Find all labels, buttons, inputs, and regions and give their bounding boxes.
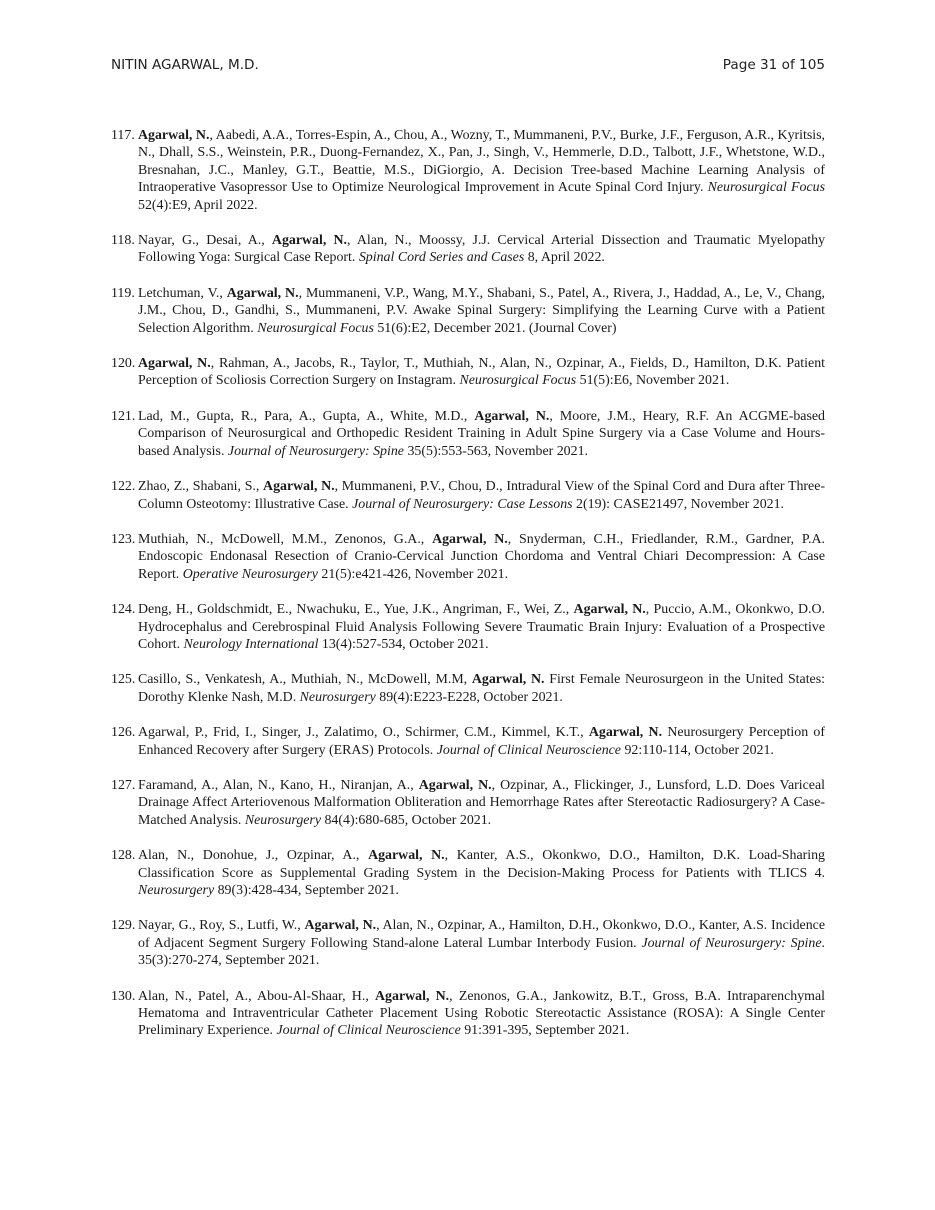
authors-before: Alan, N., Patel, A., Abou-Al-Shaar, H., (138, 988, 376, 1004)
publication-entry (111, 531, 825, 583)
entry-number: 130. (111, 988, 136, 1004)
journal-name: Neurology International (183, 636, 319, 652)
authors-before: Zhao, Z., Shabani, S., (138, 479, 264, 495)
entry-body: First Female Neurosurgeon in the United States: Dorothy Klenke Nash, M.D. (138, 672, 825, 705)
citation-details: 51(6):E2, December 2021. (Journal Cover) (373, 320, 617, 336)
entry-body: , Rahman, A., Jacobs, R., Taylor, T., Muthiah, N., Alan, N., Ozpinar, A., Fields, D., Hamilton, D.K. Patient Perception of Scoliosis Correction Surgery on Instagram. (138, 356, 825, 389)
journal-name: Journal of Neurosurgery: Spine (227, 443, 404, 459)
entry-number: 127. (111, 777, 136, 793)
journal-name: Operative Neurosurgery (182, 566, 318, 582)
journal-name: Neurosurgery (244, 812, 322, 828)
entry-body: , Ozpinar, A., Flickinger, J., Lunsford, L.D. Does Variceal Drainage Affect Arteriovenous Malformation Obliteration and Hemorrhage Rates after Stereotactic Radiosurgery? A Case-Matched Analysis. (138, 777, 825, 828)
highlighted-author: Agarwal, N. (226, 285, 299, 301)
journal-name: Neurosurgical Focus (459, 373, 577, 389)
authors-before: Alan, N., Donohue, J., Ozpinar, A., (138, 848, 369, 864)
journal-name: Journal of Clinical Neuroscience (276, 1023, 461, 1039)
highlighted-author: Agarwal, N. (588, 725, 663, 741)
journal-name: Journal of Clinical Neuroscience (436, 742, 621, 758)
publication-entry (111, 408, 825, 460)
entry-number: 117. (111, 128, 135, 143)
citation-details: 2(19): CASE21497, November 2021. (572, 496, 785, 512)
publication-entry (111, 285, 825, 337)
citation-details: 52(4):E9, April 2022. (138, 197, 258, 213)
publication-entry (111, 127, 825, 214)
highlighted-author: Agarwal, N. (368, 848, 445, 864)
journal-name: Journal of Neurosurgery: Spine (641, 935, 822, 951)
publication-entry (111, 917, 825, 969)
citation-details: 89(3):428-434, September 2021. (214, 883, 399, 898)
citation-details: 13(4):527-534, October 2021. (318, 636, 489, 652)
entry-body: , Aabedi, A.A., Torres-Espin, A., Chou, A., Wozny, T., Mummaneni, P.V., Burke, J.F., Ferguson, A.R., Kyritsis, N., Dhall, S.S., Weinstein, P.R., Duong-Fernandez, X., Pan, J., Singh, V., Hemmerle, D.D., Talbott, J.F., Whetstone, W.D., Bresnahan, J.C., Manley, G.T., Beattie, M.S., DiGiorgio, A. Decision Tree-based Machine Learning Analysis of Intraoperative Vasopressor Use to Optimize Neurological Improvement in Acute Spinal Cord Injury. (138, 128, 825, 196)
entry-number: 128. (111, 848, 136, 864)
journal-name: Neurosurgical Focus (707, 180, 825, 196)
entry-number: 123. (111, 531, 136, 547)
journal-name: Neurosurgery (138, 883, 215, 898)
highlighted-author: Agarwal, N. (271, 233, 347, 249)
highlighted-author: Agarwal, N. (263, 479, 335, 495)
highlighted-author: Agarwal, N. (474, 408, 550, 424)
authors-before: Letchuman, V., (138, 285, 227, 301)
entry-number: 129. (111, 918, 136, 934)
publication-entry (111, 478, 825, 513)
entry-number: 122. (111, 479, 136, 495)
page-header (111, 57, 825, 73)
citation-details: 89(4):E223-E228, October 2021. (375, 689, 563, 705)
journal-name: Neurosurgery (299, 689, 376, 705)
citation-details: 84(4):680-685, October 2021. (321, 812, 492, 828)
entry-number: 121. (111, 408, 136, 424)
entry-body: , Kanter, A.S., Okonkwo, D.O., Hamilton, D.K. Load-Sharing Classification Score as Supplemental Grading System in the Decision-Making Process for Patients with TLICS 4. (138, 848, 825, 881)
journal-name: Neurosurgical Focus (257, 320, 374, 336)
publication-entry (111, 777, 825, 829)
highlighted-author: Agarwal, N. (304, 918, 377, 934)
publication-entry (111, 601, 825, 653)
entry-body: , Puccio, A.M., Okonkwo, D.O. Hydrocephalus and Cerebrospinal Fluid Analysis Following Severe Traumatic Brain Injury: Evaluation of a Prospective Cohort. (138, 602, 825, 652)
authors-before: Faramand, A., Alan, N., Kano, H., Niranjan, A., (138, 777, 419, 793)
author-name: NITIN AGARWAL, M.D. (111, 57, 259, 73)
publication-entry (111, 232, 825, 267)
publication-entry (111, 671, 825, 706)
authors-before: Casillo, S., Venkatesh, A., Muthiah, N., McDowell, M.M, (138, 672, 472, 688)
entry-number: 120. (111, 356, 136, 372)
citation-details: 35(5):553-563, November 2021. (403, 443, 588, 459)
entry-body: , Moore, J.M., Heary, R.F. An ACGME-based Comparison of Neurosurgical and Orthopedic Resident Training in Adult Spine Surgery via a Case Volume and Hours-based Analysis. (138, 408, 825, 459)
entry-body: , Alan, N., Ozpinar, A., Hamilton, D.H., Okonkwo, D.O., Kanter, A.S. Incidence of Adjacent Segment Surgery Following Stand-alone Lateral Lumbar Interbody Fusion. (138, 918, 826, 951)
entry-number: 126. (111, 725, 136, 741)
publication-entry (111, 355, 825, 390)
authors-before: Agarwal, P., Frid, I., Singer, J., Zalatimo, O., Schirmer, C.M., Kimmel, K.T., (138, 725, 589, 741)
citation-details: 51(5):E6, November 2021. (576, 373, 730, 389)
authors-before: Lad, M., Gupta, R., Para, A., Gupta, A., White, M.D., (138, 408, 475, 424)
entry-number: 119. (111, 285, 135, 301)
entry-body: , Mummaneni, V.P., Wang, M.Y., Shabani, S., Patel, A., Rivera, J., Haddad, A., Le, V., Chang, J.M., Chou, D., Gandhi, S., Mummaneni, P.V. Awake Spinal Surgery: Simplifying the Learning Curve with a Patient Selection Algorithm. (138, 285, 826, 336)
citation-details: 92:110-114, October 2021. (620, 742, 774, 758)
entry-number: 124. (111, 602, 136, 618)
authors-before: Deng, H., Goldschmidt, E., Nwachuku, E., Yue, J.K., Angriman, F., Wei, Z., (138, 602, 574, 618)
entry-body: , Alan, N., Moossy, J.J. Cervical Arterial Dissection and Traumatic Myelopathy Following Yoga: Surgical Case Report. (138, 233, 826, 266)
page-number: Page 31 of 105 (722, 57, 825, 73)
highlighted-author: Agarwal, N. (573, 602, 646, 618)
highlighted-author: Agarwal, N. (432, 531, 508, 547)
publication-entry (111, 847, 825, 899)
citation-details: 21(5):e421-426, November 2021. (317, 566, 509, 582)
highlighted-author: Agarwal, N. (471, 672, 545, 688)
authors-before: Nayar, G., Desai, A., (138, 233, 272, 249)
citation-details: 8, April 2022. (524, 250, 605, 266)
authors-before: Nayar, G., Roy, S., Lutfi, W., (138, 918, 305, 934)
highlighted-author: Agarwal, N. (138, 128, 210, 143)
highlighted-author: Agarwal, N. (418, 777, 492, 793)
publication-entry (111, 724, 825, 759)
journal-name: Spinal Cord Series and Cases (358, 250, 525, 266)
journal-name: Journal of Neurosurgery: Case Lessons (352, 496, 573, 512)
entry-number: 125. (111, 672, 136, 688)
authors-before: Muthiah, N., McDowell, M.M., Zenonos, G.A., (138, 531, 433, 547)
entry-number: 118. (111, 233, 135, 249)
entry-body: , Snyderman, C.H., Friedlander, R.M., Gardner, P.A. Endoscopic Endonasal Resection of Cranio-Cervical Junction Chordoma and Ventral Chiari Decompression: A Case Report. (138, 531, 825, 582)
entry-body: , Mummaneni, P.V., Chou, D., Intradural View of the Spinal Cord and Dura after Three-Column Osteotomy: Illustrative Case. (138, 479, 825, 512)
highlighted-author: Agarwal, N. (138, 356, 211, 372)
entry-body: Neurosurgery Perception of Enhanced Recovery after Surgery (ERAS) Protocols. (138, 725, 825, 758)
citation-details: . 35(3):270-274, September 2021. (138, 935, 825, 969)
highlighted-author: Agarwal, N. (375, 988, 450, 1004)
citation-details: 91:391-395, September 2021. (460, 1023, 630, 1039)
publication-entry (111, 988, 825, 1040)
entry-body: , Zenonos, G.A., Jankowitz, B.T., Gross, B.A. Intraparenchymal Hematoma and Intraventricular Catheter Placement Using Robotic Stereotactic Assistance (ROSA): A Single Center Preliminary Experience. (138, 988, 825, 1039)
publication-list (111, 127, 825, 1058)
